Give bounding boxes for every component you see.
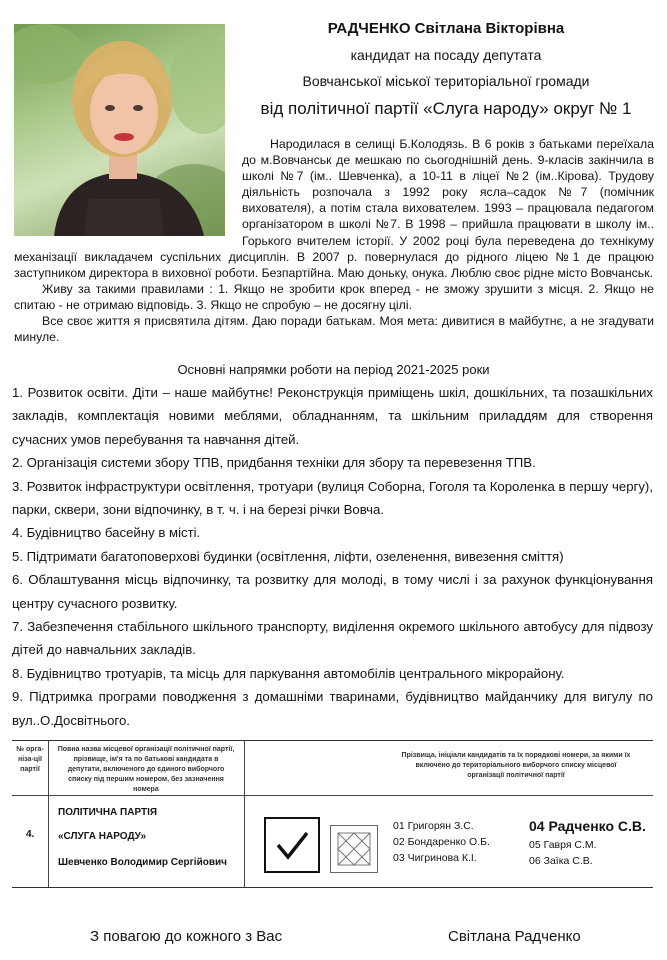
ballot-candidates-right (529, 837, 597, 869)
program-list (12, 381, 653, 732)
program-title: Основні напрямки роботи на період 2021-2025 роки (177, 362, 490, 377)
ballot-candidate: 01 Григорян З.С. (393, 820, 474, 832)
bio-paragraph-2: Живу за такими правилами : 1. Якщо не зробити крок вперед - не зможу зрушити з місця. 2. Якщо не спитаю - не отримаю відповідь. 3. Якщо не спробую – не досягну цілі. (14, 281, 654, 312)
program-item: 3. Розвиток інфраструктури освітлення, тротуари (вулиця Соборна, Гоголя та Короленка в першу чергу), парки, сквери, зони відпочинку, в т. ч. і на березі річки Вовча. (12, 478, 653, 518)
program-item: 1. Розвиток освіти. Діти – наше майбутнє! Реконструкція приміщень шкіл, дошкільних, та позашкільних закладів, комплектація новими меблями, обладнанням, та шкільним приладдям для створення сучасних умов перебування та навчання дітей. (12, 385, 653, 447)
program-item: 4. Будівництво басейну в місті. (12, 525, 201, 541)
ballot-col-party-header: Повна назва місцевої організації політичної партії, прізвище, ім'я та по батькові кандидата в депутати, включеного до єдиного виборчого списку під першим номером, без зазначення номера (57, 746, 235, 793)
checked-box-icon (264, 817, 320, 873)
party-district: від політичної партії «Слуга народу» округ № 1 (260, 99, 632, 118)
ballot-col-number-header: № орга-ніза-ції партії (16, 746, 44, 773)
program-item: 6. Облаштування місць відпочинку, та розвитку для молоді, в тому числі і за рахунок функціонування центру сучасного розвитку. (12, 572, 653, 611)
candidate-name: РАДЧЕНКО Світлана Вікторівна (327, 20, 565, 37)
ballot-candidate: 05 Гавря С.М. (529, 839, 597, 851)
candidate-position: кандидат на посаду депутата (350, 47, 542, 63)
ballot-sample (12, 740, 653, 888)
bio-paragraph-3: Все своє життя я присвятила дітям. Даю поради батькам. Моя мета: дивитися в майбутнє, а не згадувати минуле. (14, 314, 654, 345)
council-name: Вовчанської міської територіальної громади (302, 73, 590, 89)
program-item: 9. Підтримка програми поводження з домашніми тваринами, будівництво майданчику для вигулу по вул..О.Досвітнього. (12, 689, 653, 728)
program-item: 7. Забезпечення стабільного шкільного транспорту, виділення окремого шкільного автобусу для підвозу дітей до навчальних закладів. (12, 619, 653, 658)
biography (14, 136, 654, 345)
ballot-party-leader: Шевченко Володимир Сергійович (58, 857, 227, 868)
ballot-party-line1: ПОЛІТИЧНА ПАРТІЯ (58, 807, 158, 818)
footer-greeting: З повагою до кожного з Вас (90, 928, 283, 945)
program-item: 8. Будівництво тротуарів, та місць для паркування автомобілів центрального мікрорайону. (12, 665, 565, 681)
ballot-candidate: 03 Чигринова К.І. (393, 852, 477, 864)
candidate-header (236, 18, 656, 119)
ballot-col-candidates-header: Прізвища, ініціали кандидатів та їх порядкові номери, за якими їх включено до територіального виборчого списку місцевої організації політичної партії (401, 752, 631, 779)
ballot-candidate: 06 Заїка С.В. (529, 855, 593, 867)
ballot-party-number: 4. (26, 829, 35, 840)
ballot-candidate-main: 04 Радченко С.В. (529, 818, 646, 834)
program-item: 2. Організація системи збору ТПВ, придбання техніки для збору та перевезення ТПВ. (12, 455, 536, 471)
ballot-party-line2: «СЛУГА НАРОДУ» (58, 831, 147, 842)
footer-signature: Світлана Радченко (448, 928, 581, 945)
program-item: 5. Підтримати багатоповерхові будинки (освітлення, ліфти, озеленення, вивезення сміття) (12, 548, 564, 564)
bio-paragraph-1: Народилася в селищі Б.Колодязь. В 6 років з батьками переїхала до м.Вовчанськ де мешкаю по сьогоднішній день. 9-класів закінчила в школі №7 (ім.. Шевченка), а 10-11 в ліцеї №2 (ім..Кірова). Трудову діяльність розпочала з 1992 року ясла–садок №7 (помічник вихователя), а потім стала вихователем. 1993 – працювала педагогом організатором в школі №7. В 1998 – прийшла працювати в школу ім.. Горького вчителем історії. У 2002 році була переведена до технікуму механізації викладачем суспільних дисциплін. В 2007 р. повернулася до рідного ліцею №1 де працюю заступником директора в виховної роботи. Безпартійна. Маю доньку, онука. Люблю своє рідне місто Вовчанськ. (14, 137, 654, 280)
crossed-box-icon (330, 825, 378, 873)
ballot-candidate: 02 Бондаренко О.Б. (393, 836, 490, 848)
ballot-candidates-left (393, 818, 490, 866)
